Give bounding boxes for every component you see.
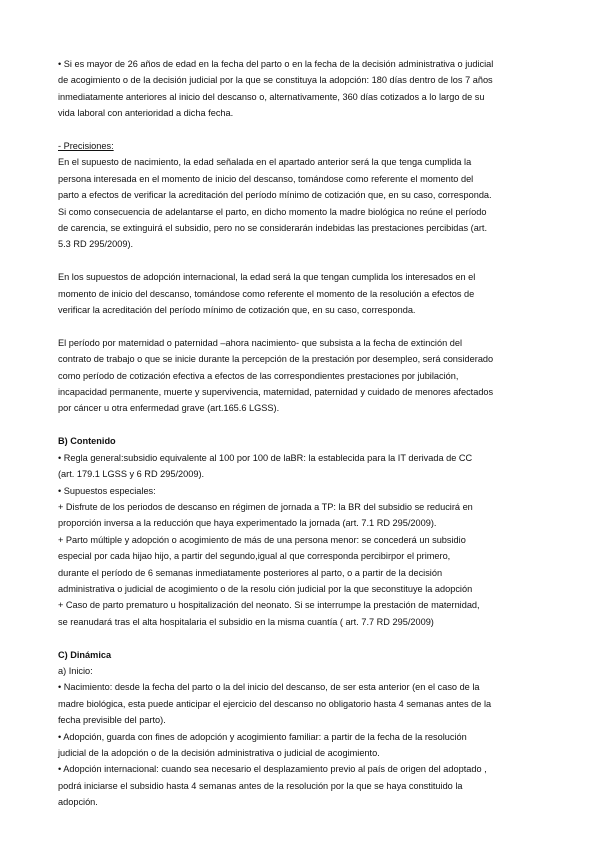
text-line: judicial de la adopción o de la decisión administrativa o judicial de acogimiento.: [58, 747, 380, 758]
text-line: incapacidad permanente, muerte y supervivencia, maternidad, paternidad y cuidado de menores afectados: [58, 387, 494, 398]
text-line: En el supuesto de nacimiento, la edad señalada en el apartado anterior será la que tenga cumplida la: [58, 157, 472, 168]
section-contenido: [58, 450, 548, 630]
paragraph-nacimiento: [58, 154, 548, 252]
text-line: durante el período de 6 semanas inmediatamente posteriores al parto, o a partir de la decisión: [58, 567, 443, 578]
text-line: verificar la acreditación del período mínimo de cotización que, en su caso, corresponda.: [58, 305, 416, 316]
contenido-heading: B) Contenido: [58, 436, 116, 447]
precisiones-heading: - Precisiones:: [58, 141, 114, 152]
text-line: de acogimiento o de la decisión judicial por la que se constituya la adopción: 180 días dentro de los 7 años: [58, 75, 493, 86]
text-line: El período por maternidad o paternidad –ahora nacimiento- que subsista a la fecha de extinción del: [58, 337, 462, 348]
text-line: • Si es mayor de 26 años de edad en la fecha del parto o en la fecha de la decisión administrativa o judicial: [58, 59, 494, 69]
text-line: parto a efectos de verificar la acreditación del período mínimo de cotización que, en su caso, corresponda.: [58, 190, 492, 201]
text-line: se reanudará tras el alta hospitalaria el subsidio en la misma cuantía ( art. 7.7 RD 295/2009): [58, 616, 434, 627]
text-line: • Adopción internacional: cuando sea necesario el desplazamiento previo al país de origen del adoptado ,: [58, 764, 487, 775]
text-line: a) Inicio:: [58, 665, 93, 676]
paragraph-requisitos: [58, 56, 548, 122]
text-line: contrato de trabajo o que se inicie durante la percepción de la prestación por desempleo, será considerado: [58, 354, 494, 365]
text-line: adopción.: [58, 797, 98, 808]
text-line: momento de inicio del descanso, tomándose como referente el momento de la resolución a efectos de: [58, 288, 475, 299]
text-line: Si como consecuencia de adelantarse el parto, en dicho momento la madre biológica no reúne el período: [58, 206, 487, 217]
text-line: • Supuestos especiales:: [58, 485, 156, 496]
text-line: • Regla general:subsidio equivalente al 100 por 100 de laBR: la establecida para la IT derivada de CC: [58, 452, 473, 463]
dinamica-heading: C) Dinámica: [58, 649, 112, 660]
text-line: madre biológica, esta puede anticipar el ejercicio del descanso no obligatorio hasta 4 semanas antes de la: [58, 698, 492, 709]
text-line: podrá iniciarse el subsidio hasta 4 semanas antes de la resolución por la que se haya constituido la: [58, 780, 463, 791]
text-line: 5.3 RD 295/2009).: [58, 239, 134, 250]
text-line: como período de cotización efectiva a efectos de las correspondientes prestaciones por jubilación,: [58, 370, 459, 381]
text-line: especial por cada hijao hijo, a partir del segundo,igual al que corresponda percibirpor el primero,: [58, 551, 451, 562]
document-page: [58, 56, 548, 811]
section-dinamica: [58, 663, 548, 811]
text-line: inmediatamente anteriores al inicio del descanso o, alternativamente, 360 días cotizados a lo largo de su: [58, 91, 485, 102]
paragraph-adopcion-internacional: [58, 269, 548, 318]
text-line: • Nacimiento: desde la fecha del parto o la del inicio del descanso, de ser esta anterior (en el caso de la: [58, 682, 480, 693]
text-line: fecha previsible del parto).: [58, 715, 166, 726]
text-line: de carencia, se extinguirá el subsidio, pero no se considerarán indebidas las prestaciones percibidas (art.: [58, 223, 487, 234]
text-line: (art. 179.1 LGSS y 6 RD 295/2009).: [58, 469, 205, 480]
paragraph-periodo: [58, 335, 548, 417]
text-line: + Caso de parto prematuro u hospitalización del neonato. Si se interrumpe la prestación de maternidad,: [58, 600, 480, 611]
text-line: En los supuestos de adopción internacional, la edad será la que tengan cumplida los interesados en el: [58, 272, 476, 283]
text-line: por cáncer u otra enfermedad grave (art.165.6 LGSS).: [58, 403, 280, 414]
text-line: persona interesada en el momento de inicio del descanso, tomándose como referente el momento del: [58, 173, 474, 184]
text-line: administrativa o judicial de acogimiento o de la resolu ción judicial por la que seconstituye la adopción: [58, 583, 473, 594]
text-line: + Disfrute de los periodos de descanso en régimen de jornada a TP: la BR del subsidio se reducirá en: [58, 501, 473, 512]
text-line: + Parto múltiple y adopción o acogimiento de más de una persona menor: se concederá un subsidio: [58, 534, 466, 545]
text-line: vida laboral con anterioridad a dicha fecha.: [58, 108, 234, 119]
text-line: • Adopción, guarda con fines de adopción y acogimiento familiar: a partir de la fecha de la resolución: [58, 731, 467, 742]
text-line: proporción inversa a la reducción que haya experimentado la jornada (art. 7.1 RD 295/2009).: [58, 518, 437, 529]
